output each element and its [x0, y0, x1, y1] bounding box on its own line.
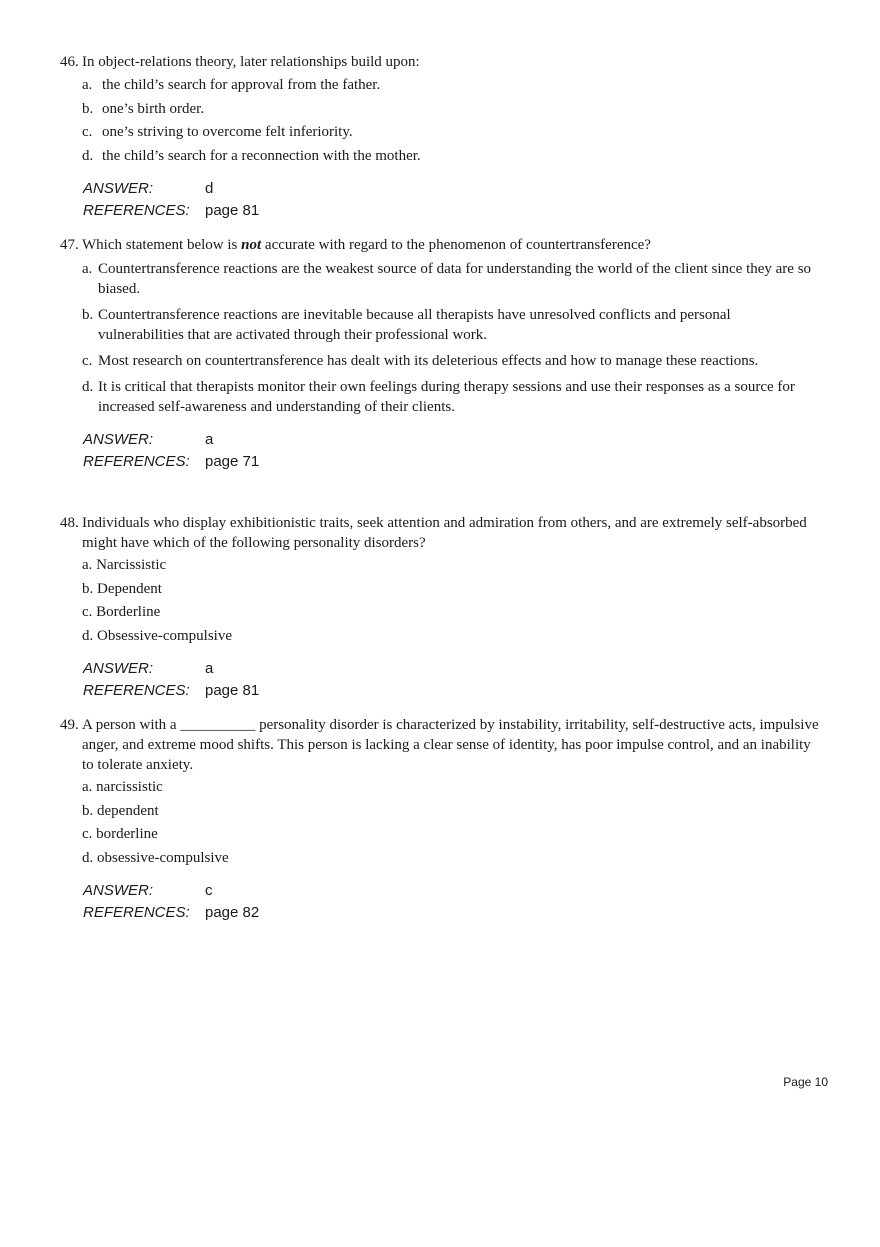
- answer-row: [83, 178, 820, 200]
- option-a: a. narcissistic: [82, 779, 163, 795]
- option-text: Countertransference reactions are inevitable because all therapists have unresolved conflicts and personal vulnerabilities that are activated through their professional work.: [98, 307, 731, 343]
- answer-row: [83, 880, 820, 902]
- option-a: [82, 75, 820, 95]
- option-letter: a.: [82, 261, 93, 277]
- options-list: [60, 777, 820, 868]
- option-b: [82, 99, 820, 119]
- options-list: [60, 555, 820, 646]
- option-b: b. Dependent: [82, 580, 162, 597]
- references-value: page 82: [205, 903, 260, 921]
- option-a: [82, 259, 820, 299]
- answer-block: [83, 658, 820, 702]
- option-text: Most research on countertransference has dealt with its deleterious effects and how to manage these reactions.: [98, 353, 759, 369]
- question-46: [60, 52, 820, 222]
- question-number: 46.: [60, 54, 79, 70]
- question-text-before: Which statement below is: [82, 237, 242, 253]
- option-letter: d.: [82, 379, 94, 395]
- option-d: [82, 377, 820, 417]
- references-row: [83, 451, 820, 473]
- option-text: Countertransference reactions are the weakest source of data for understanding the world of the client since they are so biased.: [98, 261, 812, 297]
- option-text: one’s striving to overcome felt inferiority.: [102, 124, 353, 140]
- question-number: 48.: [60, 515, 79, 531]
- options-list: [60, 259, 820, 417]
- references-label: REFERENCES:: [83, 681, 190, 699]
- question-text: Individuals who display exhibitionistic traits, seek attention and admiration from others, and are extremely self-absorbed might have which of the following personality disorders?: [82, 515, 807, 551]
- question-number: 49.: [60, 717, 79, 733]
- answer-row: [83, 658, 820, 680]
- question-text: In object-relations theory, later relationships build upon:: [82, 54, 420, 70]
- option-letter: b.: [82, 307, 94, 323]
- references-row: [83, 200, 820, 222]
- answer-value: d: [205, 179, 214, 197]
- answer-label: ANSWER:: [83, 881, 154, 899]
- option-letter: b.: [82, 100, 94, 117]
- references-row: [83, 680, 820, 702]
- references-value: page 81: [205, 201, 260, 219]
- answer-value: a: [205, 659, 214, 677]
- option-d: [82, 146, 820, 166]
- references-label: REFERENCES:: [83, 903, 190, 921]
- question-49: [60, 715, 820, 924]
- references-row: [83, 902, 820, 924]
- option-letter: c.: [82, 124, 93, 140]
- answer-row: [83, 429, 820, 451]
- answer-block: [83, 429, 820, 473]
- option-text: one’s birth order.: [102, 100, 205, 117]
- option-d: d. Obsessive-compulsive: [82, 627, 232, 644]
- answer-block: [83, 178, 820, 222]
- answer-label: ANSWER:: [83, 179, 154, 197]
- option-d: d. obsessive-compulsive: [82, 849, 229, 866]
- option-text: the child’s search for approval from the father.: [102, 77, 381, 93]
- references-value: page 71: [205, 453, 260, 470]
- answer-value: c: [205, 881, 213, 899]
- answer-block: [83, 880, 820, 924]
- question-48: [60, 513, 820, 702]
- option-text: the child’s search for a reconnection with the mother.: [102, 147, 421, 164]
- answer-value: a: [205, 431, 214, 448]
- references-label: REFERENCES:: [83, 453, 190, 470]
- question-text: [82, 235, 820, 255]
- option-c: [82, 122, 820, 142]
- answer-label: ANSWER:: [83, 431, 154, 448]
- option-letter: a.: [82, 77, 93, 93]
- options-list: [60, 75, 820, 166]
- question-text-after: accurate with regard to the phenomenon of countertransference?: [261, 237, 651, 253]
- option-letter: c.: [82, 353, 93, 369]
- answer-label: ANSWER:: [83, 659, 154, 677]
- option-c: c. Borderline: [82, 604, 161, 620]
- question-47: [60, 235, 820, 473]
- references-value: page 81: [205, 681, 260, 699]
- option-b: b. dependent: [82, 802, 159, 819]
- page-number: Page 10: [783, 1075, 828, 1089]
- option-letter: d.: [82, 147, 94, 164]
- references-label: REFERENCES:: [83, 201, 190, 219]
- option-a: a. Narcissistic: [82, 557, 167, 573]
- question-text: A person with a __________ personality disorder is characterized by instability, irritability, self-destructive acts, impulsive anger, and extreme mood shifts. This person is lacking a clear sense of identity, has poor impulse control, and an inability to tolerate anxiety.: [82, 717, 819, 773]
- question-text-emphasis: not: [241, 237, 262, 253]
- option-c: c. borderline: [82, 826, 158, 842]
- option-b: [82, 305, 820, 345]
- question-number: 47.: [60, 237, 79, 253]
- option-c: [82, 351, 820, 371]
- option-text: It is critical that therapists monitor their own feelings during therapy sessions and use their responses as a source for increased self-awareness and understanding of their clients.: [98, 379, 795, 415]
